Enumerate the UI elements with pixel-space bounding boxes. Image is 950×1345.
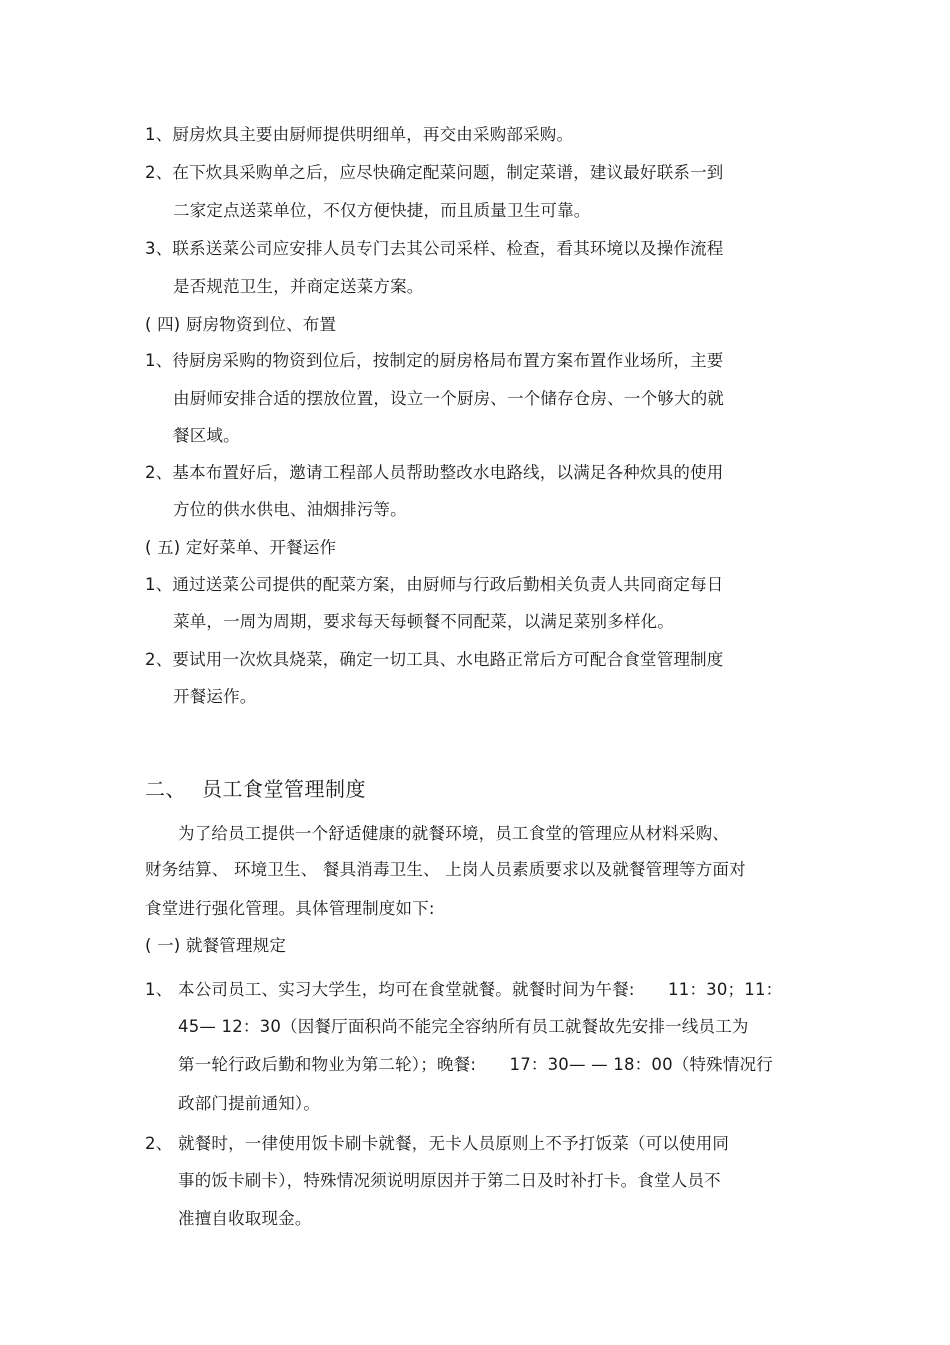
item-3-line-1: 3、联系送菜公司应安排人员专门去其公司采样、检查，看其环境以及操作流程	[145, 239, 724, 258]
section-4-title: ( 四) 厨房物资到位、布置	[145, 315, 337, 334]
s4-item-1-line-1: 1、待厨房采购的物资到位后，按制定的厨房格局布置方案布置作业场所，主要	[145, 351, 724, 370]
rule-1-line-1: 本公司员工、实习大学生，均可在食堂就餐。就餐时间为午餐: 11：30；11：	[178, 980, 783, 999]
item-3-line-2: 是否规范卫生，并商定送菜方案。	[173, 277, 424, 296]
chapter-number: 二、	[145, 777, 186, 801]
s4-item-1-line-2: 由厨师安排合适的摆放位置，设立一个厨房、一个储存仓房、一个够大的就	[173, 389, 725, 408]
chapter-title: 员工食堂管理制度	[202, 777, 366, 801]
s5-item-1-line-2: 菜单，一周为周期，要求每天每顿餐不同配菜，以满足菜别多样化。	[173, 612, 674, 631]
intro-line-3: 食堂进行强化管理。具体管理制度如下:	[145, 899, 435, 918]
rule-1-line-4: 政部门提前通知）。	[178, 1094, 321, 1113]
item-1: 1、厨房炊具主要由厨师提供明细单，再交由采购部采购。	[145, 125, 574, 144]
s5-item-1-line-1: 1、通过送菜公司提供的配菜方案，由厨师与行政后勤相关负责人共同商定每日	[145, 575, 724, 594]
s4-item-1-line-3: 餐区域。	[173, 426, 240, 445]
section-5-title: ( 五) 定好菜单、开餐运作	[145, 538, 337, 557]
s5-item-2-line-2: 开餐运作。	[173, 687, 257, 706]
subsection-1-title: ( 一) 就餐管理规定	[145, 936, 287, 955]
item-2-line-2: 二家定点送菜单位，不仅方便快捷，而且质量卫生可靠。	[173, 201, 591, 220]
item-2-line-1: 2、在下炊具采购单之后，应尽快确定配菜问题，制定菜谱，建议最好联系一到	[145, 163, 724, 182]
s4-item-2-line-2: 方位的供水供电、油烟排污等。	[173, 500, 407, 519]
intro-line-2: 财务结算、 环境卫生、 餐具消毒卫生、 上岗人员素质要求以及就餐管理等方面对	[145, 860, 746, 879]
rule-2-line-3: 准擅自收取现金。	[178, 1209, 312, 1228]
rule-1-line-3: 第一轮行政后勤和物业为第二轮）；晚餐: 17：30— — 18：00（特殊情况行	[178, 1055, 773, 1074]
rule-1-number: 1、	[145, 980, 173, 999]
s4-item-2-line-1: 2、基本布置好后，邀请工程部人员帮助整改水电路线，以满足各种炊具的使用	[145, 463, 724, 482]
s5-item-2-line-1: 2、要试用一次炊具烧菜，确定一切工具、水电路正常后方可配合食堂管理制度	[145, 650, 724, 669]
rule-1-line-2: 45— 12：30（因餐厅面积尚不能完全容纳所有员工就餐故先安排一线员工为	[178, 1017, 749, 1036]
rule-2-number: 2、	[145, 1134, 173, 1153]
rule-2-line-2: 事的饭卡刷卡），特殊情况须说明原因并于第二日及时补打卡。食堂人员不	[178, 1171, 721, 1190]
rule-2-line-1: 就餐时，一律使用饭卡刷卡就餐，无卡人员原则上不予打饭菜（可以使用同	[178, 1134, 730, 1153]
intro-line-1: 为了给员工提供一个舒适健康的就餐环境，员工食堂的管理应从材料采购、	[178, 824, 730, 843]
